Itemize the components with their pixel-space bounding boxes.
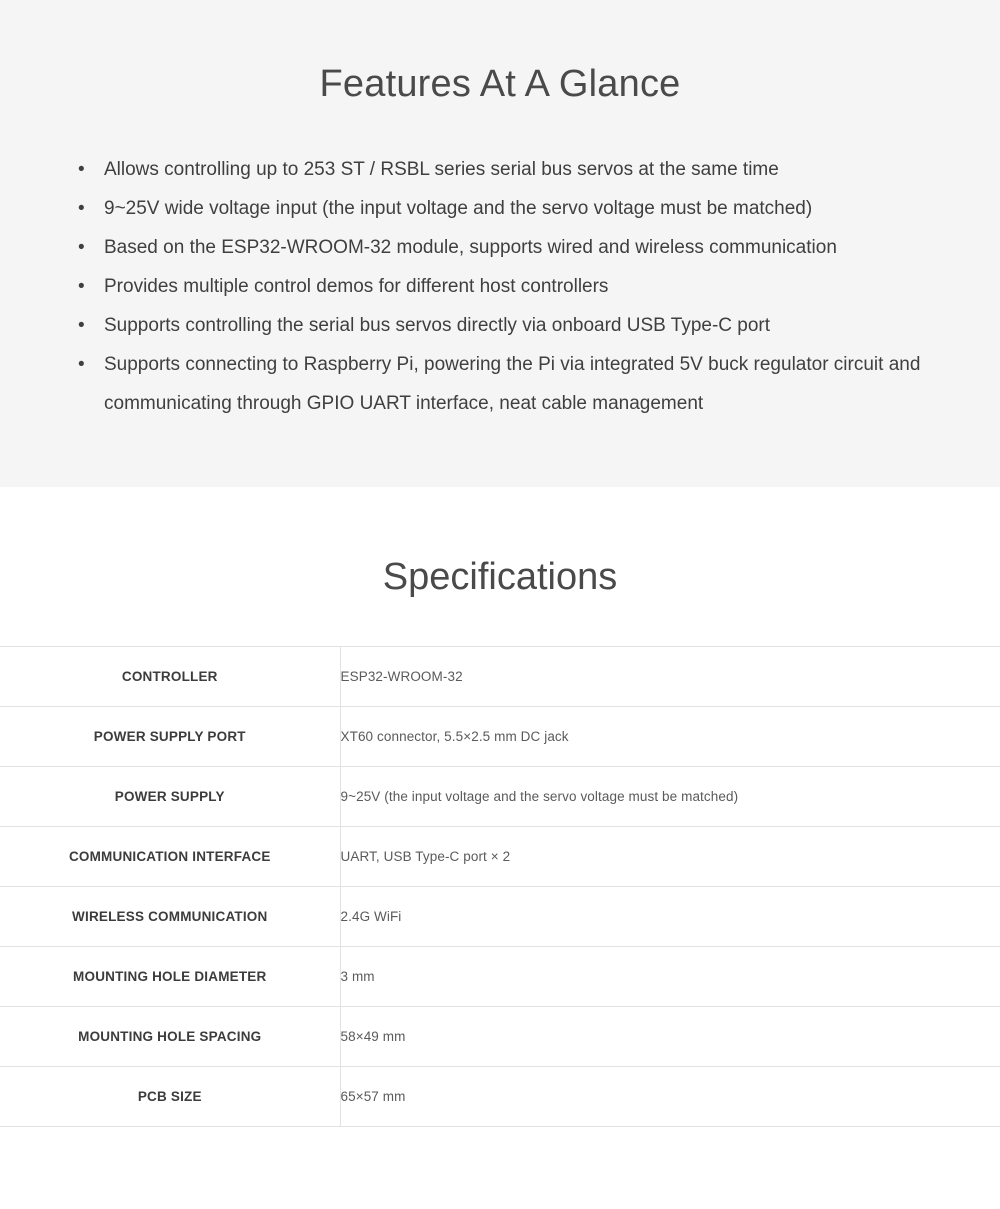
spec-label: PCB SIZE [0, 1067, 340, 1127]
feature-item-text: Supports connecting to Raspberry Pi, powering the Pi via integrated 5V buck regulator circuit and communicating through GPIO UART interface, neat cable management [104, 353, 921, 414]
table-row [0, 707, 1000, 767]
specifications-table [0, 646, 1000, 1127]
bullet-icon: • [78, 275, 85, 297]
spec-label: MOUNTING HOLE DIAMETER [0, 947, 340, 1007]
spec-value: 65×57 mm [340, 1089, 406, 1105]
feature-item-text: Provides multiple control demos for different host controllers [104, 275, 609, 297]
spec-label: POWER SUPPLY [0, 767, 340, 827]
table-row [0, 1007, 1000, 1067]
spec-value: XT60 connector, 5.5×2.5 mm DC jack [340, 729, 569, 745]
bullet-icon: • [78, 158, 85, 180]
spec-label: COMMUNICATION INTERFACE [0, 827, 340, 887]
spec-value: UART, USB Type-C port × 2 [340, 849, 511, 865]
bullet-icon: • [78, 236, 85, 258]
spec-label: WIRELESS COMMUNICATION [0, 887, 340, 947]
bullet-icon: • [78, 314, 85, 336]
table-row [0, 887, 1000, 947]
spec-value: 58×49 mm [340, 1029, 406, 1045]
spec-value: 9~25V (the input voltage and the servo voltage must be matched) [340, 789, 739, 805]
spec-value: 2.4G WiFi [340, 909, 402, 925]
specifications-heading: Specifications [382, 555, 618, 598]
bullet-icon: • [78, 353, 85, 375]
bullet-icon: • [78, 197, 85, 219]
table-row [0, 1067, 1000, 1127]
spec-label: CONTROLLER [0, 647, 340, 707]
features-heading: Features At A Glance [319, 63, 681, 105]
specifications-section [0, 487, 1000, 1128]
feature-item-text: 9~25V wide voltage input (the input voltage and the servo voltage must be matched) [104, 197, 813, 219]
feature-item-text: Supports controlling the serial bus servos directly via onboard USB Type-C port [104, 314, 771, 336]
spec-value: 3 mm [340, 969, 375, 985]
feature-item [78, 345, 940, 423]
spec-value: ESP32-WROOM-32 [340, 669, 463, 685]
feature-item-text: Based on the ESP32-WROOM-32 module, supports wired and wireless communication [104, 236, 837, 258]
table-row [0, 827, 1000, 887]
feature-item [78, 267, 940, 306]
table-row [0, 767, 1000, 827]
feature-item [78, 306, 940, 345]
spec-label: MOUNTING HOLE SPACING [0, 1007, 340, 1067]
feature-item [78, 228, 940, 267]
features-section [0, 0, 1000, 487]
spec-label: POWER SUPPLY PORT [0, 707, 340, 767]
table-row [0, 647, 1000, 707]
table-row [0, 947, 1000, 1007]
features-list [0, 150, 1000, 423]
feature-item-text: Allows controlling up to 253 ST / RSBL series serial bus servos at the same time [104, 158, 779, 180]
feature-item [78, 150, 940, 189]
feature-item [78, 189, 940, 228]
